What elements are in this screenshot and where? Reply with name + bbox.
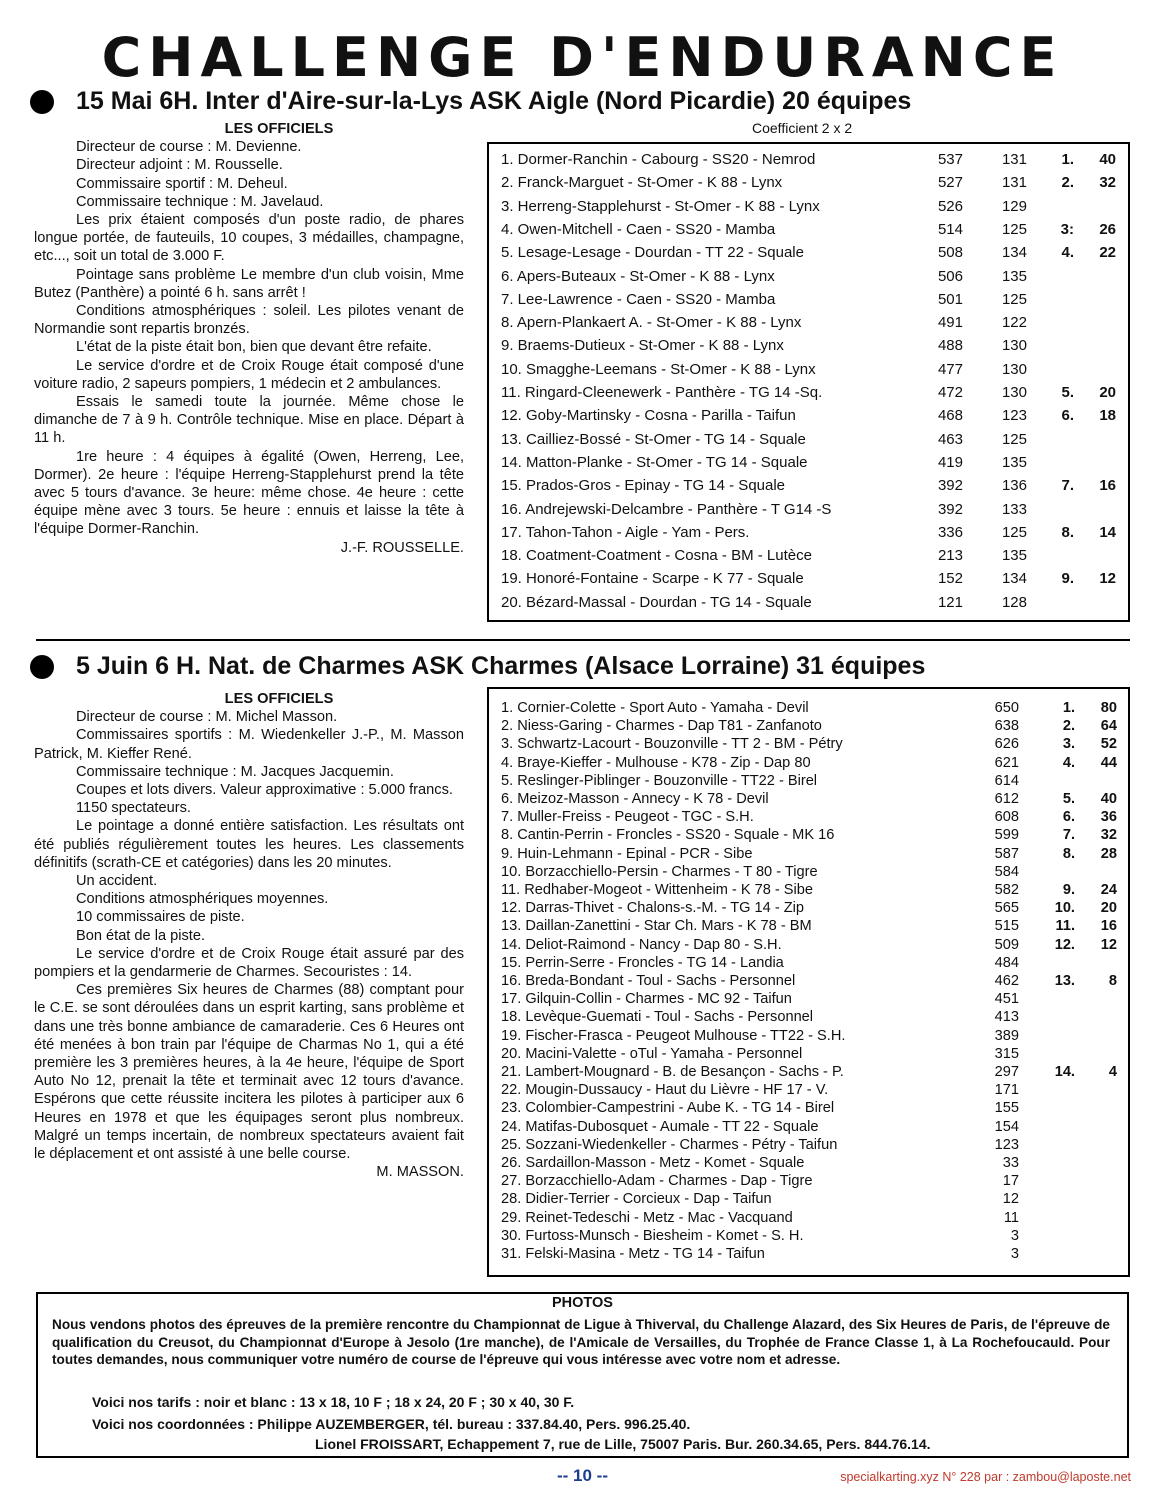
result-tours: 155 <box>994 1100 1019 1117</box>
result-tours: 506 <box>937 267 963 285</box>
photos-coordonnees-2: Lionel FROISSART, Echappement 7, rue de Lille, 75007 Paris. Bur. 260.34.65, Pers. 844.76.14. <box>315 1436 931 1452</box>
report-paragraph: Directeur de course : M. Michel Masson. <box>76 709 338 726</box>
result-name: 10. Smagghe-Leemans - St-Omer - K 88 - Lynx <box>501 360 816 378</box>
result-name: 27. Borzacchiello-Adam - Charmes - Dap - Tigre <box>501 1173 813 1190</box>
result-pts: 32 <box>1100 827 1117 844</box>
result-tours: 315 <box>994 1045 1019 1062</box>
result-name: 31. Felski-Masina - Metz - TG 14 - Taifun <box>501 1246 765 1262</box>
officials-title: LES OFFICIELS <box>224 691 334 707</box>
result-name: 30. Furtoss-Munsch - Biesheim - Komet - S. H. <box>501 1227 804 1244</box>
result-name: 15. Perrin-Serre - Froncles - TG 14 - Landia <box>501 954 784 971</box>
result-tours: 515 <box>994 918 1019 935</box>
result-tt: 130 <box>1001 337 1027 355</box>
result-name: 19. Honoré-Fontaine - Scarpe - K 77 - Squale <box>501 570 804 588</box>
result-name: 8. Cantin-Perrin - Froncles - SS20 - Squale - MK 16 <box>501 827 835 844</box>
result-tt: 125 <box>1001 523 1027 541</box>
result-name: 18. Levèque-Guemati - Toul - Sachs - Personnel <box>501 1009 814 1026</box>
result-pts: 28 <box>1100 845 1117 862</box>
section-divider <box>36 639 1130 641</box>
result-place: 9. <box>1062 882 1075 898</box>
result-tours: 17 <box>1002 1173 1019 1190</box>
race2-heading-text: 5 Juin 6 H. Nat. de Charmes ASK Charmes (Alsace Lorraine) 31 équipes <box>76 652 926 680</box>
result-pts: 44 <box>1100 754 1117 771</box>
result-pts: 24 <box>1100 882 1117 898</box>
result-name: 7. Muller-Freiss - Peugeot - TGC - S.H. <box>501 809 754 826</box>
result-tours: 650 <box>994 700 1019 716</box>
result-name: 19. Fischer-Frasca - Peugeot Mulhouse - TT22 - S.H. <box>501 1027 846 1044</box>
report-paragraph: Directeur de course : M. Devienne. <box>76 139 302 156</box>
result-tours: 565 <box>994 900 1019 917</box>
result-name: 12. Darras-Thivet - Chalons-s.-M. - TG 14 - Zip <box>501 900 805 917</box>
result-name: 17. Gilquin-Collin - Charmes - MC 92 - Taifun <box>501 991 792 1008</box>
result-tt: 123 <box>1001 407 1027 425</box>
result-name: 9. Braems-Dutieux - St-Omer - K 88 - Lynx <box>501 337 784 355</box>
race1-coefficient: Coefficient 2 x 2 <box>752 120 853 136</box>
result-pts: 26 <box>1099 220 1116 238</box>
result-tours: 638 <box>994 718 1019 735</box>
photos-text: Nous vendons photos des épreuves de la première rencontre du Championnat de Ligue à Thiverval, du Challenge Alazard, des Six Heures de Paris, de l'épreuve de qualification du Creusot, du Championnat d'Europe à Jesolo (1re manche), de l'Amicale de Versailles, du Trophée de France Classe 1, à La Rochefoucauld. Pour toutes demandes, nous communiquer votre numéro de course de l'épreuve qui vous intéresse avec votre nom et adresse. <box>52 1317 1110 1367</box>
result-place: 4. <box>1061 244 1074 262</box>
result-name: 3. Herreng-Stapplehurst - St-Omer - K 88 - Lynx <box>501 197 820 215</box>
result-tours: 463 <box>937 430 963 448</box>
result-tours: 599 <box>994 827 1019 844</box>
page-title: CHALLENGE D'ENDURANCE <box>101 26 1064 89</box>
result-tours: 587 <box>994 845 1019 862</box>
result-name: 24. Matifas-Dubosquet - Aumale - TT 22 - Squale <box>501 1118 819 1135</box>
result-tours: 526 <box>937 197 963 215</box>
result-place: 14. <box>1054 1064 1075 1080</box>
result-place: 1. <box>1062 700 1075 716</box>
result-name: 4. Braye-Kieffer - Mulhouse - K78 - Zip - Dap 80 <box>501 754 811 771</box>
result-tours: 297 <box>994 1064 1019 1080</box>
result-place: 4. <box>1062 754 1075 771</box>
result-tours: 3 <box>1010 1227 1019 1244</box>
result-name: 10. Borzacchiello-Persin - Charmes - T 80 - Tigre <box>501 863 818 880</box>
result-place: 6. <box>1061 407 1074 425</box>
report-paragraph: Les prix étaient composés d'un poste radio, de phares longue portée, de fauteuils, 10 coupes, 3 médailles, champagne, etc..., soit un total de 3.000 F. <box>34 212 464 265</box>
result-pts: 20 <box>1100 900 1117 917</box>
result-tt: 134 <box>1001 570 1027 588</box>
result-pts: 36 <box>1100 809 1117 826</box>
result-tours: 12 <box>1002 1191 1019 1208</box>
report-paragraph: Conditions atmosphériques moyennes. <box>76 891 329 908</box>
result-tt: 125 <box>1001 290 1027 308</box>
result-name: 5. Reslinger-Piblinger - Bouzonville - TT22 - Birel <box>501 772 818 789</box>
result-tours: 509 <box>994 936 1019 953</box>
result-pts: 80 <box>1100 700 1117 716</box>
result-place: 13. <box>1054 973 1075 989</box>
result-name: 9. Huin-Lehmann - Epinal - PCR - Sibe <box>501 845 753 862</box>
result-place: 7. <box>1061 477 1074 495</box>
result-tt: 125 <box>1001 220 1027 238</box>
result-tours: 33 <box>1002 1155 1019 1171</box>
result-name: 23. Colombier-Campestrini - Aube K. - TG 14 - Birel <box>501 1100 835 1117</box>
report-paragraph: Le service d'ordre et de Croix Rouge était assuré par des pompiers et la gendarmerie de Charmes. Secouristes : 14. <box>34 945 464 981</box>
race2-results-table <box>487 687 1130 1277</box>
result-place: 2. <box>1062 718 1075 735</box>
result-name: 26. Sardaillon-Masson - Metz - Komet - Squale <box>501 1155 805 1171</box>
result-name: 1. Dormer-Ranchin - Cabourg - SS20 - Nemrod <box>501 151 816 168</box>
result-name: 21. Lambert-Mougnard - B. de Besançon - Sachs - P. <box>501 1064 844 1080</box>
race2-heading <box>30 651 1140 681</box>
result-name: 6. Meizoz-Masson - Annecy - K 78 - Devil <box>501 791 769 807</box>
result-name: 22. Mougin-Dussaucy - Haut du Lièvre - HF 17 - V. <box>501 1082 829 1099</box>
result-name: 11. Redhaber-Mogeot - Wittenheim - K 78 - Sibe <box>501 882 814 898</box>
report-paragraph: Commissaire sportif : M. Deheul. <box>76 175 288 192</box>
report-paragraph: Bon état de la piste. <box>76 927 205 944</box>
result-tours: 213 <box>937 547 963 565</box>
report-paragraph: Commissaire technique : M. Jacques Jacquemin. <box>76 763 394 780</box>
result-tours: 584 <box>994 863 1019 880</box>
result-pts: 20 <box>1099 384 1116 401</box>
report-paragraph: L'état de la piste était bon, bien que devant être refaite. <box>76 339 432 356</box>
result-place: 3: <box>1060 220 1074 238</box>
result-tours: 472 <box>937 384 963 401</box>
result-tt: 128 <box>1001 593 1027 611</box>
bullet-icon <box>30 90 54 114</box>
footer-credit: specialkarting.xyz N° 228 par : zambou@laposte.net <box>840 1470 1131 1484</box>
result-name: 2. Niess-Garing - Charmes - Dap T81 - Zanfanoto <box>501 718 822 735</box>
result-pts: 12 <box>1100 936 1117 953</box>
result-tours: 582 <box>994 882 1019 898</box>
result-pts: 64 <box>1100 718 1117 735</box>
result-name: 5. Lesage-Lesage - Dourdan - TT 22 - Squale <box>501 244 804 262</box>
result-place: 7. <box>1062 827 1075 844</box>
result-place: 8. <box>1062 845 1075 862</box>
page-number: -- 10 -- <box>557 1466 608 1485</box>
bullet-icon <box>30 655 54 679</box>
result-name: 2. Franck-Marguet - St-Omer - K 88 - Lynx <box>501 174 783 192</box>
result-tours: 614 <box>994 772 1019 789</box>
result-tt: 131 <box>1001 174 1027 192</box>
result-tours: 419 <box>937 453 963 471</box>
report-paragraph: Coupes et lots divers. Valeur approximative : 5.000 francs. <box>76 782 453 799</box>
result-name: 15. Prados-Gros - Epinay - TG 14 - Squale <box>501 477 786 495</box>
result-tours: 501 <box>937 290 963 308</box>
result-tours: 152 <box>937 570 963 588</box>
report-paragraph: Directeur adjoint : M. Rousselle. <box>76 157 283 174</box>
result-place: 12. <box>1054 936 1075 953</box>
result-place: 6. <box>1062 809 1075 826</box>
result-tours: 514 <box>937 220 963 238</box>
result-tours: 336 <box>937 523 963 541</box>
photos-box <box>36 1292 1129 1458</box>
result-name: 6. Apers-Buteaux - St-Omer - K 88 - Lynx <box>501 267 775 285</box>
result-name: 28. Didier-Terrier - Corcieux - Dap - Taifun <box>501 1191 772 1208</box>
result-place: 8. <box>1061 523 1074 541</box>
report-paragraph: Essais le samedi toute la journée. Même chose le dimanche de 7 à 9 h. Contrôle technique. Mise en place. Départ à 11 h. <box>34 394 464 447</box>
result-pts: 18 <box>1099 407 1116 425</box>
result-name: 20. Macini-Valette - oTul - Yamaha - Personnel <box>501 1045 803 1062</box>
result-tours: 484 <box>994 954 1019 971</box>
result-place: 2. <box>1061 174 1074 192</box>
result-tours: 389 <box>994 1027 1019 1044</box>
report-paragraph: Commissaire technique : M. Javelaud. <box>76 193 324 210</box>
result-tours: 462 <box>994 973 1019 989</box>
result-name: 14. Matton-Planke - St-Omer - TG 14 - Squale <box>501 453 808 471</box>
report-paragraph: Conditions atmosphériques : soleil. Les pilotes venant de Normandie sont repartis bronzés. <box>34 303 464 338</box>
result-place: 10. <box>1054 900 1075 917</box>
result-name: 7. Lee-Lawrence - Caen - SS20 - Mamba <box>501 290 776 308</box>
report-paragraph: Pointage sans problème Le membre d'un club voisin, Mme Butez (Panthère) a pointé 6 h. sans arrêt ! <box>34 266 464 301</box>
result-tours: 608 <box>994 809 1019 826</box>
result-tt: 135 <box>1001 267 1027 285</box>
result-name: 3. Schwartz-Lacourt - Bouzonville - TT 2 - BM - Pétry <box>501 736 843 753</box>
report-signature: J.-F. ROUSSELLE. <box>340 539 464 556</box>
report-paragraph: 1150 spectateurs. <box>76 800 191 817</box>
result-tt: 136 <box>1001 477 1027 495</box>
report-paragraph: Un accident. <box>76 873 158 890</box>
result-tours: 537 <box>937 151 963 168</box>
result-tt: 130 <box>1001 384 1027 401</box>
result-name: 13. Cailliez-Bossé - St-Omer - TG 14 - Squale <box>501 430 806 448</box>
report-paragraph: 1re heure : 4 équipes à égalité (Owen, Herreng, Lee, Dormer). 2e heure : l'équipe Herreng-Stapplehurst prend la tête avec 5 tours d'avance. 3e heure: même chose. 4e heure : cette équipe mène avec 3 tours. 5e heure : ennuis et laisse la tête à l'équipe Dormer-Ranchin. <box>34 448 464 538</box>
result-name: 29. Reinet-Tedeschi - Metz - Mac - Vacquand <box>501 1209 793 1226</box>
result-place: 5. <box>1061 384 1074 401</box>
result-tours: 123 <box>994 1136 1019 1153</box>
result-tt: 131 <box>1001 151 1027 168</box>
result-name: 12. Goby-Martinsky - Cosna - Parilla - Taifun <box>501 407 796 425</box>
result-tours: 527 <box>937 174 963 192</box>
result-place: 11. <box>1055 918 1075 935</box>
result-pts: 12 <box>1099 570 1116 588</box>
result-name: 8. Apern-Plankaert A. - St-Omer - K 88 - Lynx <box>501 314 802 332</box>
result-tt: 135 <box>1001 547 1027 565</box>
photos-tarifs: Voici nos tarifs : noir et blanc : 13 x 18, 10 F ; 18 x 24, 20 F ; 30 x 40, 30 F. <box>92 1394 575 1410</box>
result-tt: 133 <box>1001 500 1027 518</box>
result-tours: 121 <box>937 593 963 611</box>
result-name: 11. Ringard-Cleenewerk - Panthère - TG 14 -Sq. <box>501 384 823 401</box>
report-paragraph: Le pointage a donné entière satisfaction. Les résultats ont été publiés régulièrement toutes les heures. Les classements définitifs (scrath-CE et catégories) dans les 20 minutes. <box>34 818 464 871</box>
result-pts: 16 <box>1100 918 1117 935</box>
race1-results-table <box>487 142 1130 622</box>
result-tours: 451 <box>994 991 1019 1008</box>
result-place: 1. <box>1061 151 1074 168</box>
result-pts: 32 <box>1099 174 1116 192</box>
result-name: 16. Andrejewski-Delcambre - Panthère - T G14 -S <box>501 500 832 518</box>
result-tours: 477 <box>937 360 963 378</box>
result-tours: 413 <box>994 1009 1019 1026</box>
report-paragraph: Commissaires sportifs : M. Wiedenkeller J.-P., M. Masson Patrick, M. Kieffer René. <box>34 727 464 762</box>
result-tours: 11 <box>1003 1209 1019 1226</box>
result-tt: 122 <box>1001 314 1027 332</box>
result-place: 9. <box>1061 570 1074 588</box>
result-name: 20. Bézard-Massal - Dourdan - TG 14 - Squale <box>501 593 812 611</box>
result-pts: 40 <box>1100 791 1117 807</box>
result-pts: 14 <box>1099 523 1116 541</box>
result-tours: 612 <box>994 791 1019 807</box>
result-tours: 171 <box>994 1082 1019 1099</box>
result-tours: 621 <box>994 754 1019 771</box>
report-signature: M. MASSON. <box>376 1164 464 1181</box>
result-tours: 491 <box>937 314 963 332</box>
result-name: 25. Sozzani-Wiedenkeller - Charmes - Pétry - Taifun <box>501 1136 838 1153</box>
result-name: 17. Tahon-Tahon - Aigle - Yam - Pers. <box>501 523 750 541</box>
photos-title: PHOTOS <box>552 1295 613 1311</box>
race2-report <box>34 690 464 1181</box>
result-tt: 134 <box>1001 244 1027 262</box>
result-pts: 40 <box>1099 151 1116 168</box>
officials-title: LES OFFICIELS <box>224 121 334 137</box>
result-tt: 130 <box>1001 360 1027 378</box>
report-paragraph: 10 commissaires de piste. <box>76 909 245 926</box>
result-name: 13. Daillan-Zanettini - Star Ch. Mars - K 78 - BM <box>501 918 812 935</box>
result-pts: 22 <box>1099 244 1116 262</box>
result-place: 5. <box>1062 791 1075 807</box>
result-tours: 392 <box>937 500 963 518</box>
result-name: 16. Breda-Bondant - Toul - Sachs - Personnel <box>501 973 796 989</box>
result-tours: 154 <box>994 1118 1019 1135</box>
result-tt: 125 <box>1001 430 1027 448</box>
result-name: 18. Coatment-Coatment - Cosna - BM - Lutèce <box>501 547 812 565</box>
result-tt: 135 <box>1001 453 1027 471</box>
result-pts: 52 <box>1100 736 1117 753</box>
result-name: 4. Owen-Mitchell - Caen - SS20 - Mamba <box>501 220 776 238</box>
result-tours: 488 <box>937 337 963 355</box>
race1-heading <box>30 86 1140 116</box>
result-tours: 392 <box>937 477 963 495</box>
race1-heading-text: 15 Mai 6H. Inter d'Aire-sur-la-Lys ASK Aigle (Nord Picardie) 20 équipes <box>76 87 912 115</box>
result-tours: 468 <box>937 407 963 425</box>
race1-report <box>34 120 464 557</box>
photos-coordonnees: Voici nos coordonnées : Philippe AUZEMBERGER, tél. bureau : 337.84.40, Pers. 996.25.40. <box>92 1416 691 1432</box>
result-pts: 16 <box>1099 477 1116 495</box>
result-pts: 8 <box>1108 973 1117 989</box>
result-place: 3. <box>1062 736 1075 753</box>
result-tours: 626 <box>994 736 1019 753</box>
report-paragraph: Le service d'ordre et de Croix Rouge était composé d'une voiture radio, 2 sapeurs pompiers, 1 médecin et 2 ambulances. <box>34 357 464 392</box>
result-tt: 129 <box>1001 197 1027 215</box>
report-paragraph: Ces premières Six heures de Charmes (88) comptant pour le C.E. se sont déroulées dans un esprit karting, sans problème et dans une très bonne ambiance de camaraderie. Ces 6 Heures ont été menées à bon train par l'équipe de Charmas No 1, qui a été première les 3 premières heures, à la 4e heure, l'équipe de Sport Auto No 12, prenait la tête et terminait avec 12 tours d'avance. Espérons que cette réussite incitera les pilotes à participer aux 6 Heures en 1978 et que les équipages seront plus nombreux. Malgré un temps incertain, de nombreux spectateurs avaient fait le déplacement et ont assisté à une belle course. <box>34 982 464 1163</box>
result-tours: 3 <box>1010 1246 1019 1262</box>
result-name: 14. Deliot-Raimond - Nancy - Dap 80 - S.H. <box>501 936 782 953</box>
result-name: 1. Cornier-Colette - Sport Auto - Yamaha - Devil <box>501 700 809 716</box>
result-tours: 508 <box>937 244 963 262</box>
result-pts: 4 <box>1108 1064 1117 1080</box>
